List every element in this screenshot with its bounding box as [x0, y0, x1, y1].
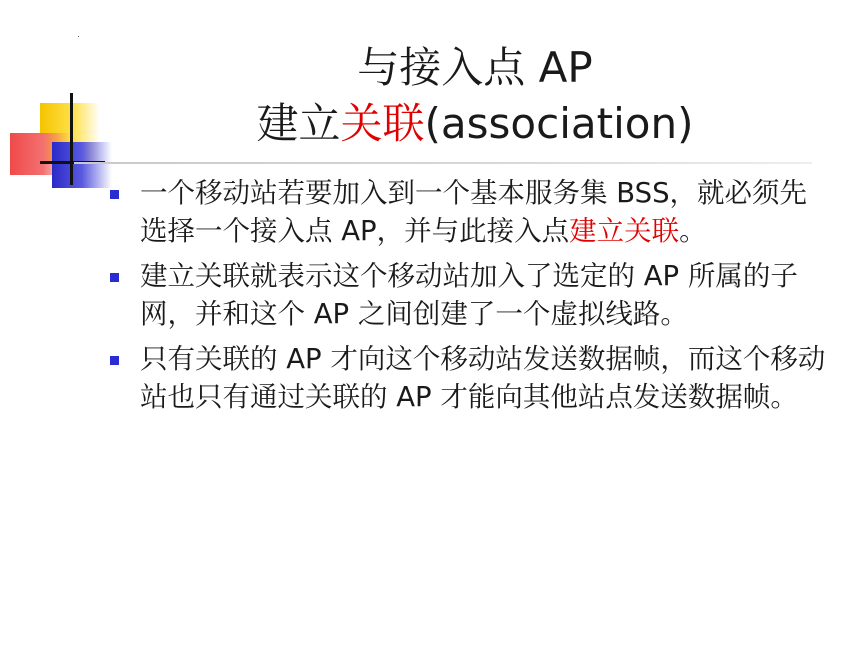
title-line-1: 与接入点 AP: [357, 43, 593, 92]
decorative-dot: [78, 36, 79, 37]
title-line-2: [0, 96, 860, 152]
bullet-item: [110, 258, 830, 333]
bullet-item: [110, 341, 830, 416]
slide-title: [0, 40, 860, 152]
bullet-text: 一个移动站若要加入到一个基本服务集 BSS，就必须先选择一个接入点 AP，并与此接入点: [140, 177, 808, 247]
bullet-list: [110, 175, 830, 424]
bullet-item: [110, 175, 830, 250]
title-prefix: 建立: [256, 99, 341, 148]
square-bullet-icon: [110, 190, 119, 199]
bullet-text: 建立关联就表示这个移动站加入了选定的 AP 所属的子网，并和这个 AP 之间创建了一个虚拟线路。: [140, 260, 798, 330]
title-highlight: 关联: [340, 99, 425, 148]
square-bullet-icon: [110, 356, 119, 365]
title-suffix: (association): [424, 99, 694, 148]
square-bullet-icon: [110, 273, 119, 282]
bullet-tail: 。: [679, 214, 707, 247]
title-divider: [74, 162, 812, 164]
bullet-text: 只有关联的 AP 才向这个移动站发送数据帧，而这个移动站也只有通过关联的 AP 才能向其他站点发送数据帧。: [140, 343, 826, 413]
bullet-highlight: 建立关联: [569, 214, 680, 247]
